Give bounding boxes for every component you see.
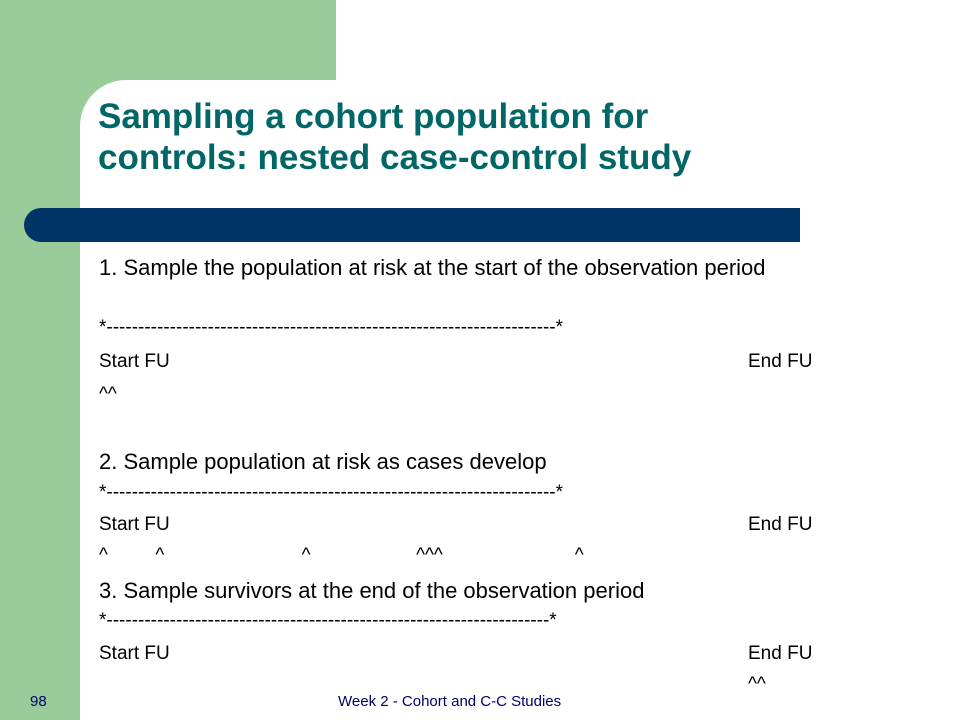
step-2-heading: 2. Sample population at risk as cases develop — [99, 449, 547, 474]
step-3-heading: 3. Sample survivors at the end of the observation period — [99, 578, 645, 603]
step-2-start-label: Start FU — [99, 514, 170, 535]
step-2-markers: ^ ^ ^ ^^^ ^ — [99, 545, 584, 566]
step-3-end-markers: ^^ — [748, 674, 766, 695]
slide-title-line-2: controls: nested case-control study — [98, 138, 692, 177]
step-1-end-label: End FU — [748, 351, 813, 372]
step-3-end-label: End FU — [748, 643, 813, 664]
step-1-heading: 1. Sample the population at risk at the start of the observation period — [99, 255, 766, 280]
green-accent-strip — [0, 0, 80, 720]
footer-caption: Week 2 - Cohort and C-C Studies — [338, 693, 562, 710]
title-underline-bar — [24, 208, 800, 242]
step-1-timeline: *-----------------------------------------------------------------------* — [99, 317, 564, 338]
step-2-timeline: *-----------------------------------------------------------------------* — [99, 482, 564, 503]
slide-title — [98, 96, 918, 178]
step-2-end-label: End FU — [748, 514, 813, 535]
slide-title-line-1: Sampling a cohort population for — [98, 97, 649, 136]
step-3-start-label: Start FU — [99, 643, 170, 664]
slide-number: 98 — [30, 693, 47, 710]
step-1-markers: ^^ — [99, 384, 117, 405]
step-1-start-label: Start FU — [99, 351, 170, 372]
step-3-timeline: *----------------------------------------------------------------------* — [99, 610, 557, 631]
